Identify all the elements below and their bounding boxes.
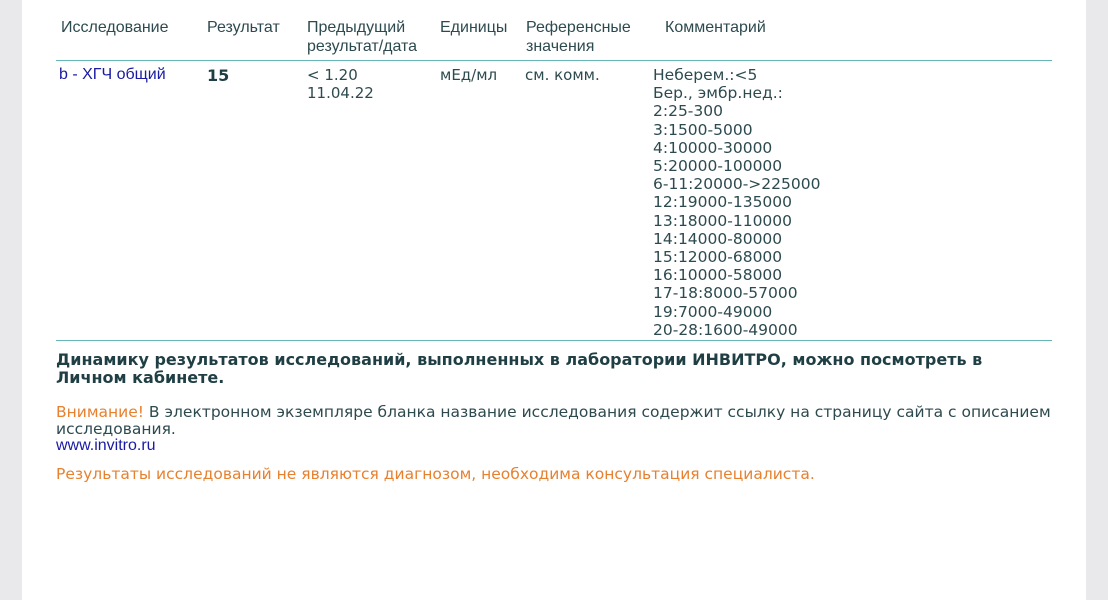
previous-value: < 1.20 (307, 66, 358, 84)
disclaimer-text: Результаты исследований не являются диагнозом, необходима консультация специалиста. (56, 465, 815, 483)
comment-line: 19:7000-49000 (653, 302, 773, 321)
header-previous: Предыдущий результат/дата (307, 19, 418, 55)
comment-line: 17-18:8000-57000 (653, 284, 798, 303)
notice-text: В электронном экземпляре бланка название исследования содержит ссылку на страницу сайта с описанием исследования. (56, 403, 1051, 438)
report-page (22, 0, 1086, 600)
comment-line: 15:12000-68000 (653, 248, 783, 267)
notice-label: Внимание! (56, 403, 144, 421)
table-bottom-divider (56, 340, 1052, 341)
comment-cell (653, 66, 820, 339)
comment-line: 16:10000-58000 (653, 266, 783, 285)
units-value: мЕд/мл (440, 66, 498, 84)
comment-line: 3:1500-5000 (653, 120, 753, 139)
notice-paragraph (56, 404, 1056, 438)
website-link[interactable]: www.invitro.ru (56, 437, 156, 454)
comment-line: 4:10000-30000 (653, 138, 773, 157)
comment-line: Неберем.:<5 (653, 66, 758, 84)
header-units: Единицы (440, 19, 508, 36)
comment-line: Бер., эмбр.нед.: (653, 84, 783, 103)
table-header-divider (56, 60, 1052, 61)
result-value: 15 (207, 66, 230, 85)
previous-result (307, 66, 374, 102)
comment-line: 2:25-300 (653, 102, 723, 121)
comment-line: 5:20000-100000 (653, 157, 783, 176)
dynamics-note: Динамику результатов исследований, выполненных в лаборатории ИНВИТРО, можно посмотреть в Личном кабинете. (56, 350, 983, 387)
comment-line: 6-11:20000->225000 (653, 175, 821, 194)
header-result: Результат (207, 19, 280, 36)
reference-value: см. комм. (525, 66, 600, 84)
header-test: Исследование (61, 19, 169, 36)
comment-line: 13:18000-110000 (653, 211, 793, 230)
comment-line: 12:19000-135000 (653, 193, 793, 212)
comment-line: 14:14000-80000 (653, 229, 783, 248)
test-name-link[interactable]: b - ХГЧ общий (59, 66, 166, 83)
comment-line: 20-28:1600-49000 (653, 320, 798, 339)
header-comment: Комментарий (665, 19, 766, 36)
header-reference: Референсные значения (526, 19, 631, 55)
previous-date: 11.04.22 (307, 84, 374, 102)
